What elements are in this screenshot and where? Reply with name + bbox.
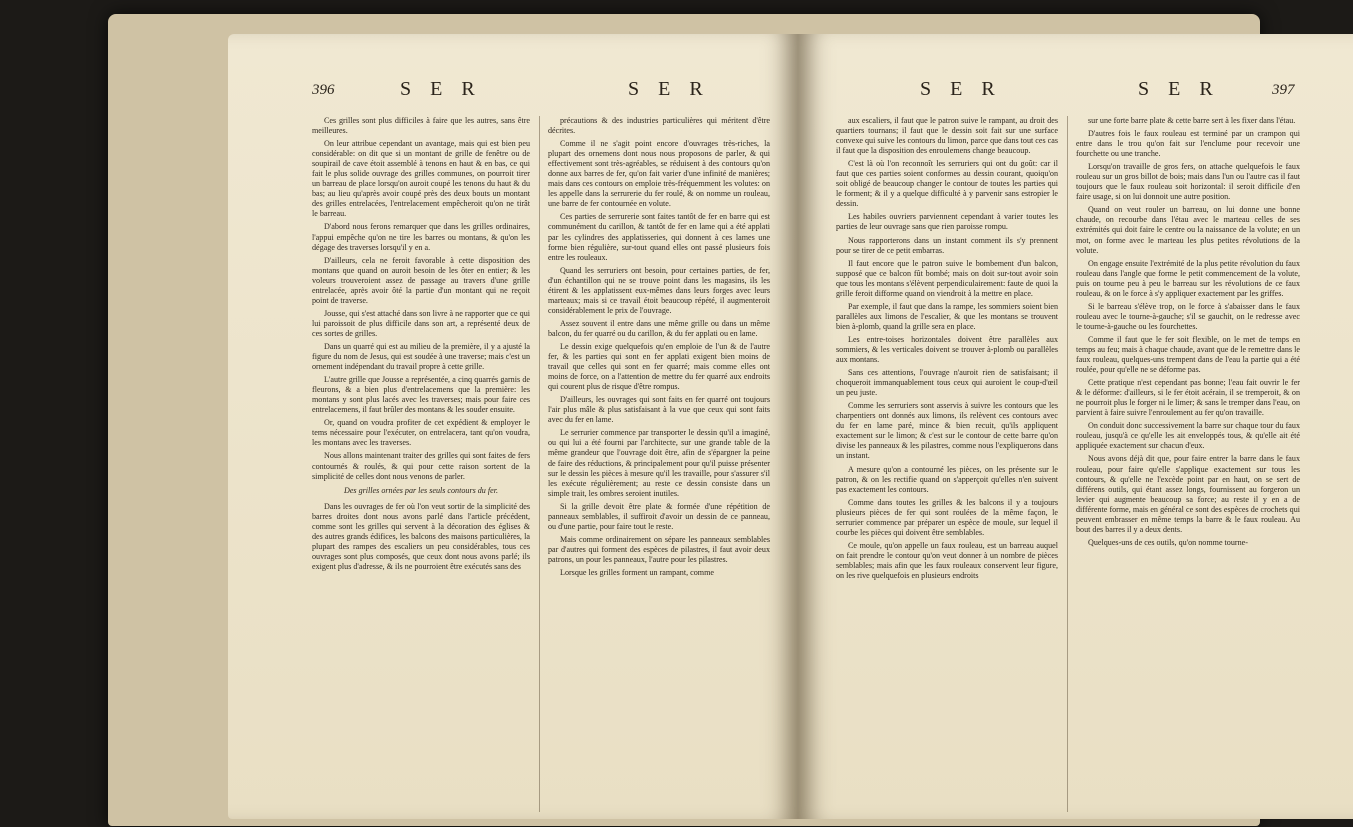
paragraph: Nous rapporterons dans un instant comment ils s'y prennent pour se tirer de ce petit embarras. [836, 235, 1058, 255]
paragraph: Comme il ne s'agit point encore d'ouvrages très-riches, la plupart des ornemens dont nous nous proposons de parler, & qui effectivement sont très-agréables, se réduisent à des contours qu'on donne aux barres de fer, qu'on fait varier d'une infinité de manières; mais dans ces contours on emploie très-fréquemment les volutes: on les appelle dans la serrurerie du fer roulé, & on nomme un rouleau, une barre de fer contournée en volute. [548, 139, 770, 209]
paragraph: Le dessin exige quelquefois qu'en emploie de l'un & de l'autre fer, & les parties qui sont en fer applati exigent bien moins de travail que celles qui sont en fer quarré; mais comme elles ont moins de force, on a l'attention de mettre du fer quarré aux endroits qui courent plus de risque d'être rompus. [548, 341, 770, 392]
paragraph: Ces parties de serrurerie sont faites tantôt de fer en barre qui est communément du carillon, & tantôt de fer en lame qui a été applati par les cylindres des applatisseries, qui donnent à ces lames une forme bien régulière, sur-tout quand elles ont passé plusieurs fois entre les rouleaux. [548, 212, 770, 262]
paragraph: D'ailleurs, les ouvrages qui sont faits en fer quarré ont toujours l'air plus mâle & plus satisfaisant à la vue que ceux qui sont faits avec du fer en lame. [548, 395, 770, 425]
text-column-1 [312, 116, 530, 816]
column-paragraphs [548, 116, 770, 578]
paragraph: Or, quand on voudra profiter de cet expédient & employer le tems nécessaire pour l'exécuter, on entrelacera, tant qu'on voudra, les montans avec les traverses. [312, 418, 530, 448]
running-header: S E R [920, 78, 1002, 100]
page-number: 397 [1272, 82, 1295, 98]
page-number: 396 [312, 82, 335, 98]
column-paragraphs [1076, 116, 1300, 548]
column-paragraphs [312, 116, 530, 482]
paragraph: Nous allons maintenant traiter des grilles qui sont faites de fers contournés & roulés, & qui pour cette raison sortent de la simplicité de celles dont nous venons de parler. [312, 451, 530, 481]
paragraph: A mesure qu'on a contourné les pièces, on les présente sur le patron, & on les rectifie quand on s'apperçoit qu'elles n'en suivent pas exactement les contours. [836, 464, 1058, 494]
paragraph: Par exemple, il faut que dans la rampe, les sommiers soient bien parallèles aux limons de l'escalier, & que les montans se trouvent bien à-plomb, quand la grille sera en place. [836, 301, 1058, 331]
paragraph: Quand les serruriers ont besoin, pour certaines parties, de fer, d'un échantillon qui ne se trouve point dans les magasins, ils les étirent & les applatissent eux-mêmes dans leurs forges avec leurs marteaux; mais si ce travail étoit beaucoup répété, il augmenteroit considérablement le prix de l'ouvrage. [548, 265, 770, 315]
paragraph: sur une forte barre plate & cette barre sert à les fixer dans l'étau. [1088, 116, 1296, 125]
paragraph: Lorsqu'on travaille de gros fers, on attache quelquefois le faux rouleau sur un gros billot de bois; mais dans l'un ou l'autre cas il faut toujours que le faux rouleau soit horizontal: il seroit difficile d'en faire usage, si on lui donnoit une autre position. [1076, 162, 1300, 202]
paragraph: Ces grilles sont plus difficiles à faire que les autres, sans être meilleures. [312, 116, 530, 136]
running-header: S E R [1138, 78, 1220, 100]
paragraph: Cette pratique n'est cependant pas bonne; l'eau fait ouvrir le fer & le déforme: d'ailleurs, si le fer étoit acérain, il se tremperoit, & on ne pourroit plus le forger ni le limer; & sans le tremper dans l'eau, on parvient à faire suivre l'enroulement au fer qu'on travaille. [1076, 378, 1300, 418]
text-column-2 [548, 116, 770, 816]
paragraph: Si la grille devoit être plate & formée d'une répétition de panneaux semblables, il suffiroit d'avoir un dessin de ce panneau, ou d'une partie, pour faire tout le reste. [548, 501, 770, 531]
paragraph: Les habiles ouvriers parviennent cependant à varier toutes les parties de leur ouvrage sans que rien paroisse rompu. [836, 212, 1058, 232]
paragraph: Nous avons déjà dit que, pour faire entrer la barre dans le faux rouleau, pour faire qu'elle s'applique exactement sur tous les contours, & qu'elle ne l'excède point par en haut, on se sert de différens outils, qui étant assez longs, fournissent au forgeron un levier qui augmente beaucoup sa force; au reste il y en a de différente forme, mais en général ce sont des espèces de crochets qui peuvent embrasser en même temps la barre & le faux rouleau. Au bout des barres il y a deux dents. [1076, 454, 1300, 534]
paragraph: D'abord nous ferons remarquer que dans les grilles ordinaires, l'appui empêche qu'on ne tire les barres ou montans, & qu'on les dégage des traverses lorsqu'il y en a. [312, 222, 530, 252]
paragraph: C'est là où l'on reconnoît les serruriers qui ont du goût: car il faut que ces parties soient conformes au dessin courant, quoiqu'on soit obligé de beaucoup changer le contour de toutes les parties qui le forment; & il y a quelque difficulté à y parvenir sans estropier le dessin. [836, 159, 1058, 209]
paragraph: précautions & des industries particulières qui méritent d'être décrites. [548, 116, 770, 136]
section-title: Des grilles ornées par les seuls contours du fer. [344, 485, 498, 495]
paragraph: Si le barreau s'élève trop, on le force à s'abaisser dans le faux rouleau avec le tourne-à-gauche; s'il se gauchit, on le redresse avec le tourne-à-gauche ou les fourchettes. [1076, 301, 1300, 331]
text-column-1 [836, 116, 1058, 816]
paragraph: Comme dans toutes les grilles & les balcons il y a toujours plusieurs pièces de fer qui sont roulées de la même façon, le serrurier commence par préparer un espèce de moule, sur lequel il courbe les pièces qui doivent être semblables. [836, 497, 1058, 537]
column-divider [1067, 116, 1068, 812]
paragraph: D'autres fois le faux rouleau est terminé par un crampon qui entre dans le trou qu'on fait sur l'enclume pour recevoir une fourchette ou une tranche. [1076, 129, 1300, 159]
paragraph: Comme les serruriers sont asservis à suivre les contours que les charpentiers ont donnés aux limons, ils relèvent ces contours avec du fer en lame paré, mince & bien recuit, qu'ils appliquent exactement sur le limon; & c'est sur le contour de cette barre qu'on divise les panneaux & les pilastres, comme nous l'expliquerons dans un instant. [836, 401, 1058, 461]
paragraph: Quand on veut rouler un barreau, on lui donne une bonne chaude, on recourbe dans l'étau avec le marteau celles de ses extrémités qui doit faire le centre ou la naissance de la volute; en un mot, on forme avec le marteau les plus petites révolutions de la volute. [1076, 205, 1300, 255]
right-page [798, 34, 1353, 819]
paragraph: Quelques-uns de ces outils, qu'on nomme tourne- [1088, 537, 1248, 547]
paragraph: Le serrurier commence par transporter le dessin qu'il a imaginé, ou qui lui a été fourni par l'architecte, sur une grande table de la même grandeur que l'ouvrage doit être, afin de s'épargner la peine de faire des réductions, & principalement pour qu'il puisse présenter sur le dessin les pièces à mesure qu'il les travaille, pour s'assurer s'il les exécute régulièrement; au reste ce dessin consiste dans un simple trait, les ombres seroient inutiles. [548, 428, 770, 498]
paragraph: Comme il faut que le fer soit flexible, on le met de temps en temps au feu; mais à chaque chaude, avant que de le remettre dans le faux rouleau, quelques-uns trempent dans de l'eau la partie qui a été roulée, pour qu'elle ne se déforme pas. [1076, 334, 1300, 375]
paragraph: Les entre-toises horizontales doivent être parallèles aux sommiers, & les verticales doivent se trouver à-plomb ou parallèles aux montans. [836, 334, 1058, 365]
paragraph: Lorsque les grilles forment un rampant, comme [560, 567, 714, 577]
column-paragraphs [836, 116, 1058, 581]
left-page [228, 34, 798, 819]
running-header: S E R [628, 78, 710, 100]
column-paragraphs [312, 502, 530, 572]
paragraph: Il faut encore que le patron suive le bombement d'un balcon, supposé que ce balcon fût bombé; mais on doit sur-tout avoir soin que tous les montans s'élèvent perpendiculairement: faute de quoi la grille feroit difforme quand on viendroit à la mettre en place. [836, 258, 1058, 298]
paragraph: L'autre grille que Jousse a représentée, a cinq quarrés garnis de fleurons, & a bien plus d'entrelacemens que la première: les montans y sont plus lacés avec les traverses; mais pour faire ces entrelacemens, il faut brûler des montans & les souder ensuite. [312, 375, 530, 415]
running-header: S E R [400, 78, 482, 100]
paragraph: Mais comme ordinairement on sépare les panneaux semblables par d'autres qui forment des espèces de pilastres, il faut avoir deux patrons, un pour les panneaux, l'autre pour les pilastres. [548, 534, 770, 564]
paragraph: Dans les ouvrages de fer où l'on veut sortir de la simplicité des barres droites dont nous avons parlé dans l'article précédent, comme sont les grilles qui servent à la décoration des églises & des autres grands édifices, les balcons des maisons particulières, la plupart des rampes des escaliers un peu considérables, tous ces ouvrages sont plus composés, que ceux dont nous avons parlé; ils exigent plus d'adresse, & ils ne pourroient être exécutés sans des [312, 501, 530, 571]
paragraph: Assez souvent il entre dans une même grille ou dans un même balcon, du fer quarré ou du carillon, & du fer applati ou en lame. [548, 318, 770, 338]
paragraph: Ce moule, qu'on appelle un faux rouleau, est un barreau auquel on fait prendre le contour qu'on veut donner à un nombre de pièces semblables; mais afin que les faux rouleaux conservent leur figure, on les rive quelquefois en plusieurs endroits [836, 540, 1058, 580]
paragraph: On leur attribue cependant un avantage, mais qui est bien peu considérable: on dit que si un montant de grille de fenêtre ou de soupirail de cave étoit assemblé à tenons en haut & en bas, ce qui fait le plus solide ouvrage des grilles communes, on pourroit tirer un barreau de place lorsqu'on auroit coupé les tenons du haut & du bas; au lieu qu'après avoir coupé près des deux bouts un montant des grilles entrelacées, l'entrelacement empêcheroit qu'on ne tirât le barreau. [312, 139, 530, 219]
paragraph: D'ailleurs, cela ne feroit favorable à cette disposition des montans que quand on auroit besoin de les ôter en entier; & les voleurs trouveroient assez de passage au travers d'une grille entrelacée, après avoir ôté la partie d'un montant qui ne reçoit point de traverse. [312, 255, 530, 305]
paragraph: Dans un quarré qui est au milieu de la première, il y a ajusté la figure du nom de Jesus, qui est soudée à une traverse; mais c'est un ornement indépendant du travail propre à cette grille. [312, 341, 530, 372]
paragraph: Jousse, qui s'est attaché dans son livre à ne rapporter que ce qui lui paroissoit de plus difficile dans son art, a représenté deux de ces sortes de grilles. [312, 308, 530, 338]
paragraph: Sans ces attentions, l'ouvrage n'auroit rien de satisfaisant; il choqueroit immanquablement tous ceux qui auroient le coup-d'œil un peu juste. [836, 368, 1058, 398]
paragraph: aux escaliers, il faut que le patron suive le rampant, au droit des quartiers tournans; il faut que le dessin soit fait sur une surface convexe qui suive les contours du limon, parce que dans tout ces cas il faut que la disposition des enroulemens change beaucoup. [836, 116, 1058, 156]
paragraph: On engage ensuite l'extrémité de la plus petite révolution du faux rouleau dans l'angle que forme le petit commencement de la volute, puis on tourne peu à peu le barreau sur les révolutions de ce faux rouleau, & on le force à s'y appliquer exactement par les griffes. [1076, 258, 1300, 298]
column-divider [539, 116, 540, 812]
text-column-2 [1076, 116, 1300, 816]
book-spread [108, 14, 1300, 826]
paragraph: On conduit donc successivement la barre sur chaque tour du faux rouleau, jusqu'à ce qu'elle les ait enveloppés tous, & qu'elle ait été appliquée exactement sur chacun d'eux. [1076, 421, 1300, 451]
